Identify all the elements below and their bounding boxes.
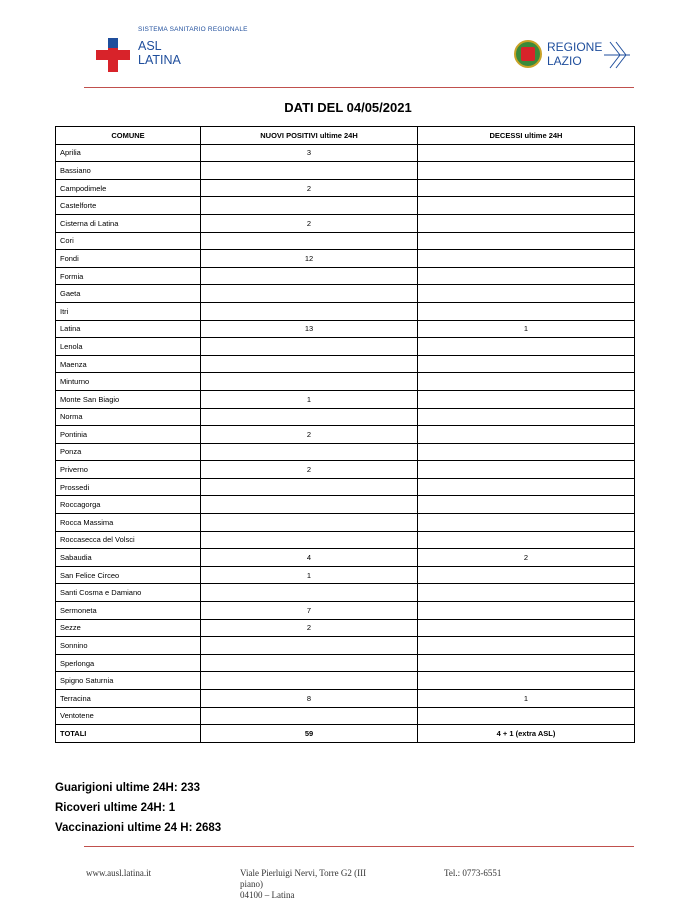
vaccinazioni-summary: Vaccinazioni ultime 24 H: 2683: [55, 822, 222, 834]
table-row: [56, 390, 635, 408]
footer-address-line1: Viale Pierluigi Nervi, Torre G2 (III: [240, 868, 367, 878]
cell-nuovi-positivi: [201, 672, 418, 690]
table-row: [56, 320, 635, 338]
table-row: [56, 514, 635, 532]
cell-decessi: [418, 637, 635, 655]
cell-nuovi-positivi: [201, 584, 418, 602]
cell-decessi: [418, 355, 635, 373]
cell-decessi: [418, 373, 635, 391]
red-cross-icon: [96, 38, 130, 72]
cell-nuovi-positivi: [201, 232, 418, 250]
table-row: [56, 461, 635, 479]
table-total-row: [56, 725, 635, 743]
cell-nuovi-positivi: [201, 496, 418, 514]
cell-comune: Campodimele: [56, 179, 201, 197]
total-cell-decessi: 4 + 1 (extra ASL): [418, 725, 635, 743]
cell-nuovi-positivi: [201, 267, 418, 285]
cell-nuovi-positivi: [201, 373, 418, 391]
cell-nuovi-positivi: 12: [201, 250, 418, 268]
table-header-row: [56, 127, 635, 145]
cell-decessi: [418, 144, 635, 162]
lazio-name-line2: LAZIO: [547, 54, 582, 68]
cell-comune: Sezze: [56, 619, 201, 637]
cell-comune: Castelforte: [56, 197, 201, 215]
cell-comune: Cisterna di Latina: [56, 214, 201, 232]
cell-nuovi-positivi: [201, 654, 418, 672]
cell-comune: Latina: [56, 320, 201, 338]
cell-decessi: [418, 267, 635, 285]
cell-comune: Maenza: [56, 355, 201, 373]
header-divider: [84, 87, 634, 88]
table-row: [56, 707, 635, 725]
cell-nuovi-positivi: 13: [201, 320, 418, 338]
covid-data-table: [55, 126, 635, 743]
footer-address: [240, 868, 366, 901]
cell-decessi: [418, 566, 635, 584]
cell-decessi: [418, 443, 635, 461]
cell-nuovi-positivi: 7: [201, 602, 418, 620]
cell-decessi: [418, 214, 635, 232]
regione-lazio-logo: [514, 38, 630, 72]
table-row: [56, 566, 635, 584]
asl-name-line1: ASL: [138, 39, 162, 53]
cell-decessi: [418, 496, 635, 514]
guarigioni-summary: Guarigioni ultime 24H: 233: [55, 782, 201, 794]
asl-name-line2: LATINA: [138, 53, 181, 67]
cell-nuovi-positivi: 2: [201, 179, 418, 197]
cell-nuovi-positivi: [201, 302, 418, 320]
cell-comune: Formia: [56, 267, 201, 285]
cell-decessi: [418, 285, 635, 303]
cell-comune: Norma: [56, 408, 201, 426]
cell-nuovi-positivi: 8: [201, 690, 418, 708]
table-row: [56, 197, 635, 215]
cell-comune: Sabaudia: [56, 549, 201, 567]
cell-decessi: [418, 461, 635, 479]
cell-nuovi-positivi: 2: [201, 214, 418, 232]
document-title: DATI DEL 04/05/2021: [284, 100, 412, 115]
table-row: [56, 672, 635, 690]
table-row: [56, 549, 635, 567]
footer-website[interactable]: www.ausl.latina.it: [86, 868, 152, 878]
cell-nuovi-positivi: [201, 355, 418, 373]
cell-decessi: [418, 338, 635, 356]
cell-comune: Roccagorga: [56, 496, 201, 514]
cell-comune: Cori: [56, 232, 201, 250]
table-row: [56, 355, 635, 373]
table-row: [56, 602, 635, 620]
cell-nuovi-positivi: [201, 443, 418, 461]
cell-comune: Roccasecca del Volsci: [56, 531, 201, 549]
cell-nuovi-positivi: 4: [201, 549, 418, 567]
cell-decessi: [418, 619, 635, 637]
cell-nuovi-positivi: [201, 162, 418, 180]
footer-phone: Tel.: 0773-6551: [444, 868, 502, 878]
cell-decessi: [418, 707, 635, 725]
cell-decessi: [418, 672, 635, 690]
cell-nuovi-positivi: 3: [201, 144, 418, 162]
cell-comune: Lenola: [56, 338, 201, 356]
table-row: [56, 302, 635, 320]
cell-decessi: [418, 197, 635, 215]
cell-comune: Sperlonga: [56, 654, 201, 672]
cell-comune: Prossedi: [56, 478, 201, 496]
table-row: [56, 637, 635, 655]
cell-decessi: 1: [418, 320, 635, 338]
lazio-name: [547, 40, 602, 68]
table-row: [56, 478, 635, 496]
cell-comune: Pontinia: [56, 426, 201, 444]
table-row: [56, 338, 635, 356]
cell-nuovi-positivi: 1: [201, 566, 418, 584]
cell-comune: Itri: [56, 302, 201, 320]
table-row: [56, 232, 635, 250]
table-row: [56, 285, 635, 303]
cell-decessi: [418, 478, 635, 496]
table-row: [56, 179, 635, 197]
cell-comune: Sermoneta: [56, 602, 201, 620]
cell-nuovi-positivi: [201, 707, 418, 725]
table-row: [56, 496, 635, 514]
lazio-lines-icon: [602, 38, 630, 72]
cell-comune: Gaeta: [56, 285, 201, 303]
cell-comune: Aprilia: [56, 144, 201, 162]
cell-decessi: [418, 602, 635, 620]
column-header-nuovi-positivi: NUOVI POSITIVI ultime 24H: [201, 127, 418, 145]
cell-comune: Spigno Saturnia: [56, 672, 201, 690]
table-row: [56, 426, 635, 444]
cell-nuovi-positivi: [201, 531, 418, 549]
cell-comune: Ponza: [56, 443, 201, 461]
cell-nuovi-positivi: [201, 637, 418, 655]
cell-comune: Minturno: [56, 373, 201, 391]
table-row: [56, 162, 635, 180]
table-row: [56, 214, 635, 232]
total-cell-nuovi-positivi: 59: [201, 725, 418, 743]
ricoveri-summary: Ricoveri ultime 24H: 1: [55, 802, 176, 814]
cell-nuovi-positivi: [201, 285, 418, 303]
cell-decessi: 1: [418, 690, 635, 708]
cell-comune: Santi Cosma e Damiano: [56, 584, 201, 602]
cell-nuovi-positivi: [201, 338, 418, 356]
cell-decessi: [418, 531, 635, 549]
cell-comune: San Felice Circeo: [56, 566, 201, 584]
cell-comune: Monte San Biagio: [56, 390, 201, 408]
table-row: [56, 373, 635, 391]
cell-comune: Terracina: [56, 690, 201, 708]
column-header-decessi: DECESSI ultime 24H: [418, 127, 635, 145]
cell-decessi: [418, 162, 635, 180]
footer-address-line3: 04100 – Latina: [240, 890, 295, 900]
cell-nuovi-positivi: 2: [201, 461, 418, 479]
cell-decessi: [418, 584, 635, 602]
cell-decessi: [418, 654, 635, 672]
table-row: [56, 531, 635, 549]
column-header-comune: COMUNE: [56, 127, 201, 145]
table-row: [56, 250, 635, 268]
table-row: [56, 690, 635, 708]
total-cell-comune: TOTALI: [56, 725, 201, 743]
table-row: [56, 584, 635, 602]
cell-decessi: [418, 390, 635, 408]
cell-nuovi-positivi: [201, 478, 418, 496]
lazio-emblem-icon: [514, 40, 542, 68]
cell-nuovi-positivi: 2: [201, 619, 418, 637]
cell-decessi: [418, 232, 635, 250]
cell-comune: Fondi: [56, 250, 201, 268]
cell-comune: Bassiano: [56, 162, 201, 180]
footer-divider: [84, 846, 634, 847]
cell-comune: Sonnino: [56, 637, 201, 655]
table-row: [56, 408, 635, 426]
cell-nuovi-positivi: [201, 197, 418, 215]
asl-name: [138, 39, 181, 67]
cell-comune: Rocca Massima: [56, 514, 201, 532]
table-row: [56, 267, 635, 285]
table-row: [56, 654, 635, 672]
table-row: [56, 144, 635, 162]
cell-decessi: [418, 514, 635, 532]
cell-decessi: [418, 302, 635, 320]
table-row: [56, 619, 635, 637]
cell-decessi: [418, 250, 635, 268]
footer-address-line2: piano): [240, 879, 263, 889]
cell-decessi: [418, 426, 635, 444]
cell-decessi: 2: [418, 549, 635, 567]
cell-nuovi-positivi: 2: [201, 426, 418, 444]
cell-nuovi-positivi: [201, 408, 418, 426]
cell-nuovi-positivi: [201, 514, 418, 532]
cell-decessi: [418, 408, 635, 426]
cell-decessi: [418, 179, 635, 197]
lazio-name-line1: REGIONE: [547, 40, 603, 54]
table-row: [56, 443, 635, 461]
cell-nuovi-positivi: 1: [201, 390, 418, 408]
cell-comune: Ventotene: [56, 707, 201, 725]
asl-system-label: SISTEMA SANITARIO REGIONALE: [138, 26, 248, 33]
cell-comune: Priverno: [56, 461, 201, 479]
